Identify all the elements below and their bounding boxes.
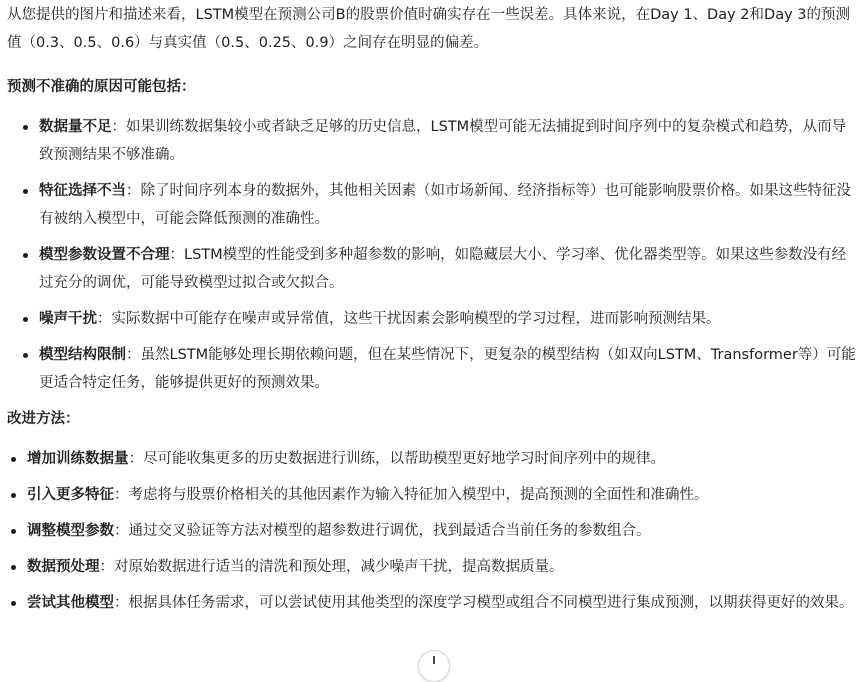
improvements-heading: 改进方法： [7, 411, 80, 427]
list-item [7, 113, 858, 169]
bullet-icon [23, 317, 28, 322]
item-term: 噪声干扰 [39, 311, 97, 327]
chat-message [7, 0, 858, 625]
arrow-down-icon [433, 656, 435, 664]
list-item [7, 341, 858, 397]
bullet-icon [23, 253, 28, 258]
item-text: ：对原始数据进行适当的清洗和预处理，减少噪声干扰，提高数据质量。 [99, 559, 564, 575]
item-term: 模型结构限制 [39, 347, 126, 363]
list-item [7, 177, 858, 233]
bullet-icon [11, 529, 16, 534]
list-item [7, 517, 858, 545]
item-text: ：除了时间序列本身的数据外，其他相关因素（如市场新闻、经济指标等）也可能影响股票价格。如果这些特征没有被纳入模型中，可能会降低预测的准确性。 [39, 183, 851, 227]
bullet-icon [11, 565, 16, 570]
item-term: 特征选择不当 [39, 183, 126, 199]
scroll-to-bottom-button[interactable] [418, 650, 450, 682]
item-text: ：通过交叉验证等方法对模型的超参数进行调优，找到最适合当前任务的参数组合。 [114, 523, 651, 539]
list-item [7, 305, 858, 333]
list-item [7, 589, 858, 617]
item-term: 数据预处理 [27, 559, 100, 575]
list-item [7, 553, 858, 581]
list-item [7, 445, 858, 473]
bullet-icon [11, 601, 16, 606]
item-term: 数据量不足 [39, 119, 112, 135]
item-term: 引入更多特征 [27, 487, 114, 503]
item-term: 模型参数设置不合理 [39, 247, 170, 263]
item-text: ：虽然LSTM能够处理长期依赖问题，但在某些情况下，更复杂的模型结构（如双向LSTM、Transformer等）可能更适合特定任务，能够提供更好的预测效果。 [39, 347, 856, 391]
item-text: ：实际数据中可能存在噪声或异常值，这些干扰因素会影响模型的学习过程，进而影响预测结果。 [97, 311, 721, 327]
improvements-list [7, 445, 858, 617]
item-text: ：根据具体任务需求，可以尝试使用其他类型的深度学习模型或组合不同模型进行集成预测，以期获得更好的效果。 [114, 595, 854, 611]
list-item [7, 481, 858, 509]
item-text: ：如果训练数据集较小或者缺乏足够的历史信息，LSTM模型可能无法捕捉到时间序列中的复杂模式和趋势，从而导致预测结果不够准确。 [39, 119, 847, 163]
item-text: ：考虑将与股票价格相关的其他因素作为输入特征加入模型中，提高预测的全面性和准确性。 [114, 487, 709, 503]
reasons-list [7, 113, 858, 397]
item-term: 尝试其他模型 [27, 595, 114, 611]
bullet-icon [23, 125, 28, 130]
bullet-icon [11, 493, 16, 498]
item-text: ：尽可能收集更多的历史数据进行训练，以帮助模型更好地学习时间序列中的规律。 [128, 451, 665, 467]
intro-paragraph: 从您提供的图片和描述来看，LSTM模型在预测公司B的股票价值时确实存在一些误差。具体来说，在Day 1、Day 2和Day 3的预测值（0.3、0.5、0.6）与真实值（0.5、0.25、0.9）之间存在明显的偏差。 [7, 7, 850, 51]
bullet-icon [23, 353, 28, 358]
item-term: 增加训练数据量 [27, 451, 129, 467]
bullet-icon [11, 457, 16, 462]
reasons-heading: 预测不准确的原因可能包括： [7, 79, 196, 95]
item-text: ：LSTM模型的性能受到多种超参数的影响，如隐藏层大小、学习率、优化器类型等。如果这些参数没有经过充分的调优，可能导致模型过拟合或欠拟合。 [39, 247, 847, 291]
item-term: 调整模型参数 [27, 523, 114, 539]
list-item [7, 241, 858, 297]
bullet-icon [23, 189, 28, 194]
